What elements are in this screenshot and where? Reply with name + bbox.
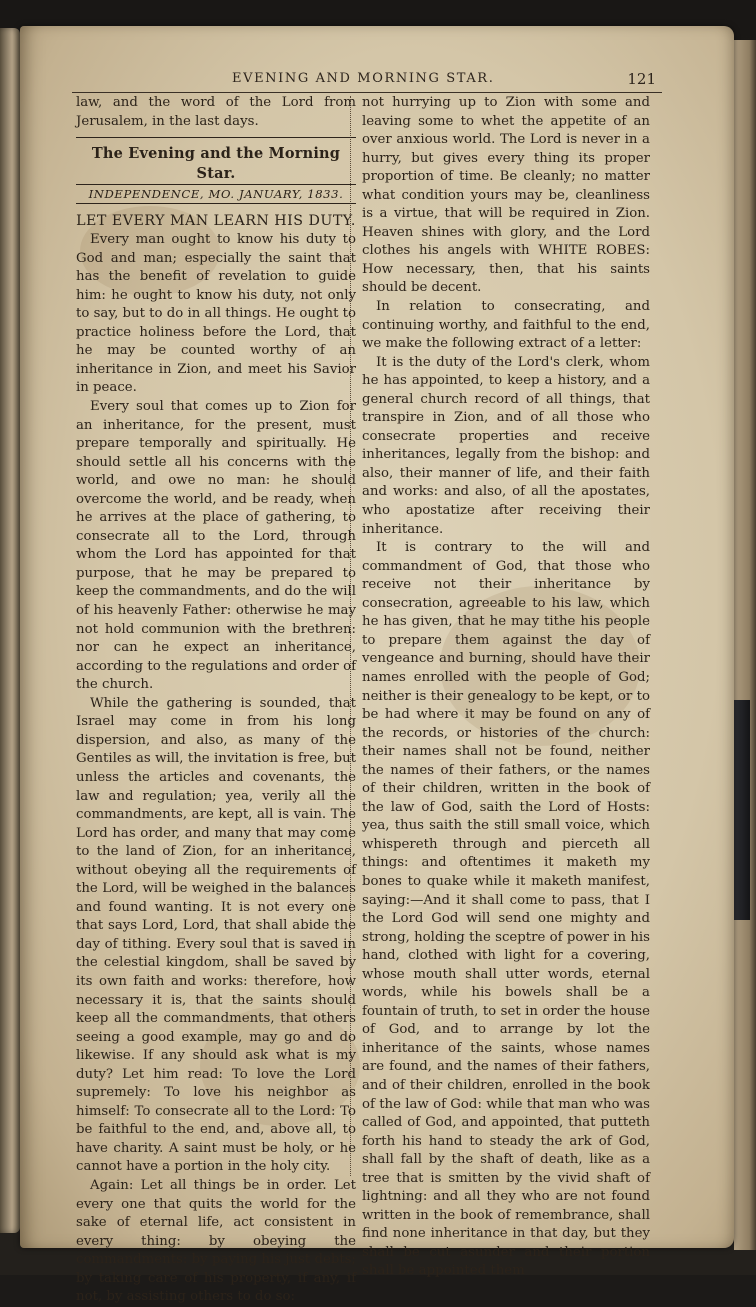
masthead <box>76 137 356 204</box>
right-column <box>362 94 650 1281</box>
masthead-dateline: INDEPENDENCE, MO. JANUARY, 1833. <box>76 184 356 203</box>
letter-paragraph: It is contrary to the will and commandment of God, that those who receive not their inheritance by consecration, agreeable to his law, which he has given, that he may tithe his people to prepare them against the day of vengeance and burning, should have their names enrolled with the people of God; neither is their genealogy to be kept, or to be had where it may be found on any of the records, or histories of the church: their names shall not be found, neither the names of their fathers, or the names of their children, written in the book of the law of God, saith the Lord of Hosts: yea, thus saith the still small voice, which whispereth through and pierceth all things: and oftentimes it maketh my bones to quake while it maketh manifest, saying:—And it shall come to pass, that I the Lord God will send one mighty and strong, holding the sceptre of power in his hand, clothed with light for a covering, whose mouth shall utter words, eternal words, while his bowels shall be a fountain of truth, to set in order the house of God, and to arrange by lot the inheritance of the saints, whose names are found, and the names of their fathers, and of their children, enrolled in the book of the law of God: while that man who was called of God, and appointed, that putteth forth his hand to steady the ark of God, shall fall by the shaft of death, like as a tree that is smitten by the vivid shaft of lightning: and all they who are not found written in the book of remembrance, shall find none inheritance in that day, but they shall be cut asunder and their portion shall be appointed them <box>362 540 650 1279</box>
article-paragraph: Every soul that comes up to Zion for an inheritance, for the present, must prepare temporally and spiritually. He should settle all his concerns with the world, and owe no man: he should overcome the world, and be ready, when he arrives at the place of gathering, to consecrate all to the Lord, through whom the Lord has appointed for that purpose, that he may be prepared to keep the commandments, and do the will of his heavenly Father: otherwise he may not hold communion with the brethren: nor can he expect an inheritance, according to the regulations and order of the church. <box>76 399 356 693</box>
article-paragraph: While the gathering is sounded, that Israel may come in from his long dispersion, and also, as many of the Gentiles as will, the invitation is free, but unless the articles and covenants, the law and regulation; yea, verily all the commandments, are kept, all is vain. The Lord has order, and many that may come to the land of Zion, for an inheritance, without obeying all the requirements of the Lord, will be weighed in the balances and found wanting. It is not every one that says Lord, Lord, that shall abide the day of tithing. Every soul that is saved in the celestial kingdom, shall be saved by its own faith and works: therefore, how necessary it is, that the saints should keep all the commandments, that others seeing a good example, may go and do likewise. If any should ask what is my duty? Let him read: To love the Lord supremely: To love his neighbor as himself: To consecrate all to the Lord: To be faithful to the end, and, above all, to have charity. A saint must be holy, or he cannot have a portion in the holy city. <box>76 695 356 1175</box>
letter-paragraph: It is the duty of the Lord's clerk, whom he has appointed, to keep a history, and a general church record of all things, that transpire in Zion, and of all those who consecrate properties and receive inheritances, legally from the bishop: and also, their manner of life, and their faith and works: and also, of all the apostates, who apostatize after receiving their inheritance. <box>362 354 650 537</box>
running-head <box>72 70 662 93</box>
continued-text: law, and the word of the Lord from Jerusalem, in the last days. <box>76 95 356 129</box>
page-stack-edge <box>734 40 756 1250</box>
article-paragraph: In relation to consecrating, and continuing worthy, and faithful to the end, we make the following extract of a letter: <box>362 299 650 352</box>
left-column <box>76 94 356 1307</box>
masthead-title: The Evening and the Morning Star. <box>91 145 341 183</box>
article-paragraph: Every man ought to know his duty to God and man; especially the saint that has the benefit of revelation to guide him: he ought to know his duty, not only to say, but to do in all things. He ought to practice holiness before the Lord, that he may be counted worthy of an inheritance in Zion, and meet his Savior in peace. <box>76 232 356 396</box>
article-paragraph: Again: Let all things be in order. Let every one that quits the world for the sake of eternal life, act consistent in every thing: by obeying the commandments: by paying his just debts; by taking care of his property, if any, if not, by assisting others to do so: <box>76 1177 356 1305</box>
continued-text: not hurrying up to Zion with some and leaving some to whet the appetite of an over anxious world. The Lord is never in a hurry, but gives every thing its proper proportion of time. Be cleanly; no matter what condition yours may be, cleanliness is a virtue, that will be required in Zion. Heaven shines with glory, and the Lord clothes his angels with WHITE ROBES: How necessary, then, that his saints should be decent. <box>362 95 650 296</box>
article-heading: LET EVERY MAN LEARN HIS DUTY. <box>76 213 356 230</box>
previous-page-edge <box>0 28 20 1233</box>
running-title: EVENING AND MORNING STAR. <box>232 71 495 86</box>
page-number: 121 <box>627 70 656 88</box>
